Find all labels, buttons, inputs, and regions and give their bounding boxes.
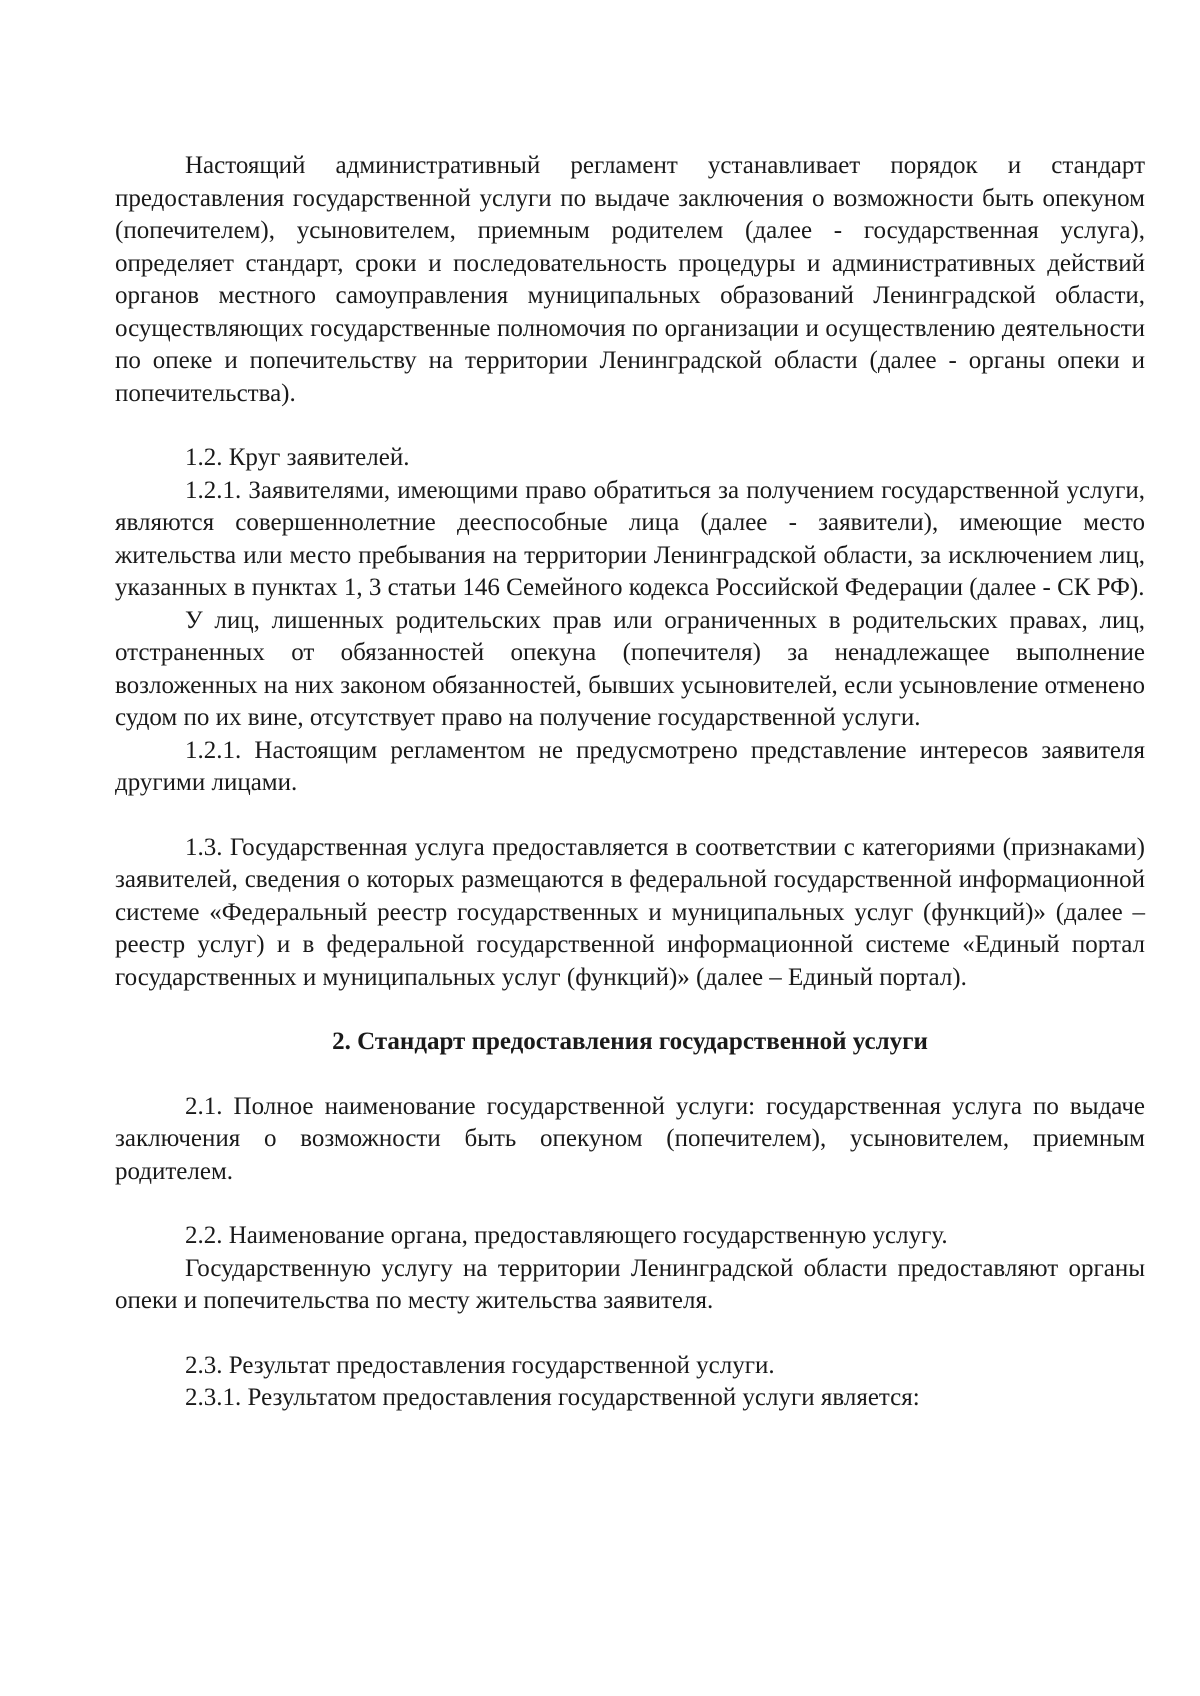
paragraph-2-2-provider: Государственную услугу на территории Ленинградской области предоставляют органы опеки и попечительства по месту жительства заявителя.: [115, 1254, 1145, 1314]
paragraph-2-2: 2.2. Наименование органа, предоставляющего государственную услугу.: [185, 1222, 948, 1249]
paragraph-gap: [115, 1188, 1145, 1220]
paragraph-1-2: 1.2. Круг заявителей.: [185, 444, 410, 471]
paragraph-intro: Настоящий административный регламент устанавливает порядок и стандарт предоставления государственной услуги по выдаче заключения о возможности быть опекуном (попечителем), усыновителем, приемным родителем (далее - государственная услуга), определяет стандарт, сроки и последовательность процедуры и административных действий органов местного самоуправления муниципальных образований Ленинградской области, осуществляющих государственные полномочия по организации и осуществлению деятельности по опеке и попечительству на территории Ленинградской области (далее - органы опеки и попечительства).: [115, 152, 1145, 407]
paragraph-1-3: 1.3. Государственная услуга предоставляется в соответствии с категориями (признаками) заявителей, сведения о которых размещаются в федеральной государственной информационной системе «Федеральный реестр государственных и муниципальных услуг (функций)» (далее – реестр услуг) и в федеральной государственной информационной системе «Единый портал государственных и муниципальных услуг (функций)» (далее – Единый портал).: [115, 833, 1145, 991]
paragraph-gap: [115, 994, 1145, 1026]
paragraph-gap: [115, 410, 1145, 442]
paragraph-2-3: 2.3. Результат предоставления государственной услуги.: [185, 1351, 775, 1379]
paragraph-gap: [115, 1059, 1145, 1091]
paragraph-gap: [115, 1318, 1145, 1350]
paragraph-2-1: 2.1. Полное наименование государственной услуги: государственная услуга по выдаче заключения о возможности быть опекуном (попечителем), усыновителем, приемным родителем.: [115, 1092, 1145, 1185]
paragraph-2-3-1: 2.3.1. Результатом предоставления государственной услуги является:: [185, 1384, 920, 1411]
paragraph-gap: [115, 800, 1145, 832]
paragraph-1-2-1-restrictions: У лиц, лишенных родительских прав или ограниченных в родительских правах, лиц, отстраненных от обязанностей опекуна (попечителя) за ненадлежащее выполнение возложенных на них законом обязанностей, бывших усыновителей, если усыновление отменено судом по их вине, отсутствует право на получение государственной услуги.: [115, 606, 1145, 731]
paragraph-1-2-1-representation: 1.2.1. Настоящим регламентом не предусмотрено представление интересов заявителя другими лицами.: [115, 736, 1145, 796]
section-2-heading: 2. Стандарт предоставления государственной услуги: [332, 1028, 928, 1055]
document-body: [115, 150, 1145, 1415]
paragraph-1-2-1: 1.2.1. Заявителями, имеющими право обратиться за получением государственной услуги, являются совершеннолетние дееспособные лица (далее - заявители), имеющие место жительства или место пребывания на территории Ленинградской области, за исключением лиц, указанных в пунктах 1, 3 статьи 146 Семейного кодекса Российской Федерации (далее - СК РФ).: [115, 476, 1145, 601]
